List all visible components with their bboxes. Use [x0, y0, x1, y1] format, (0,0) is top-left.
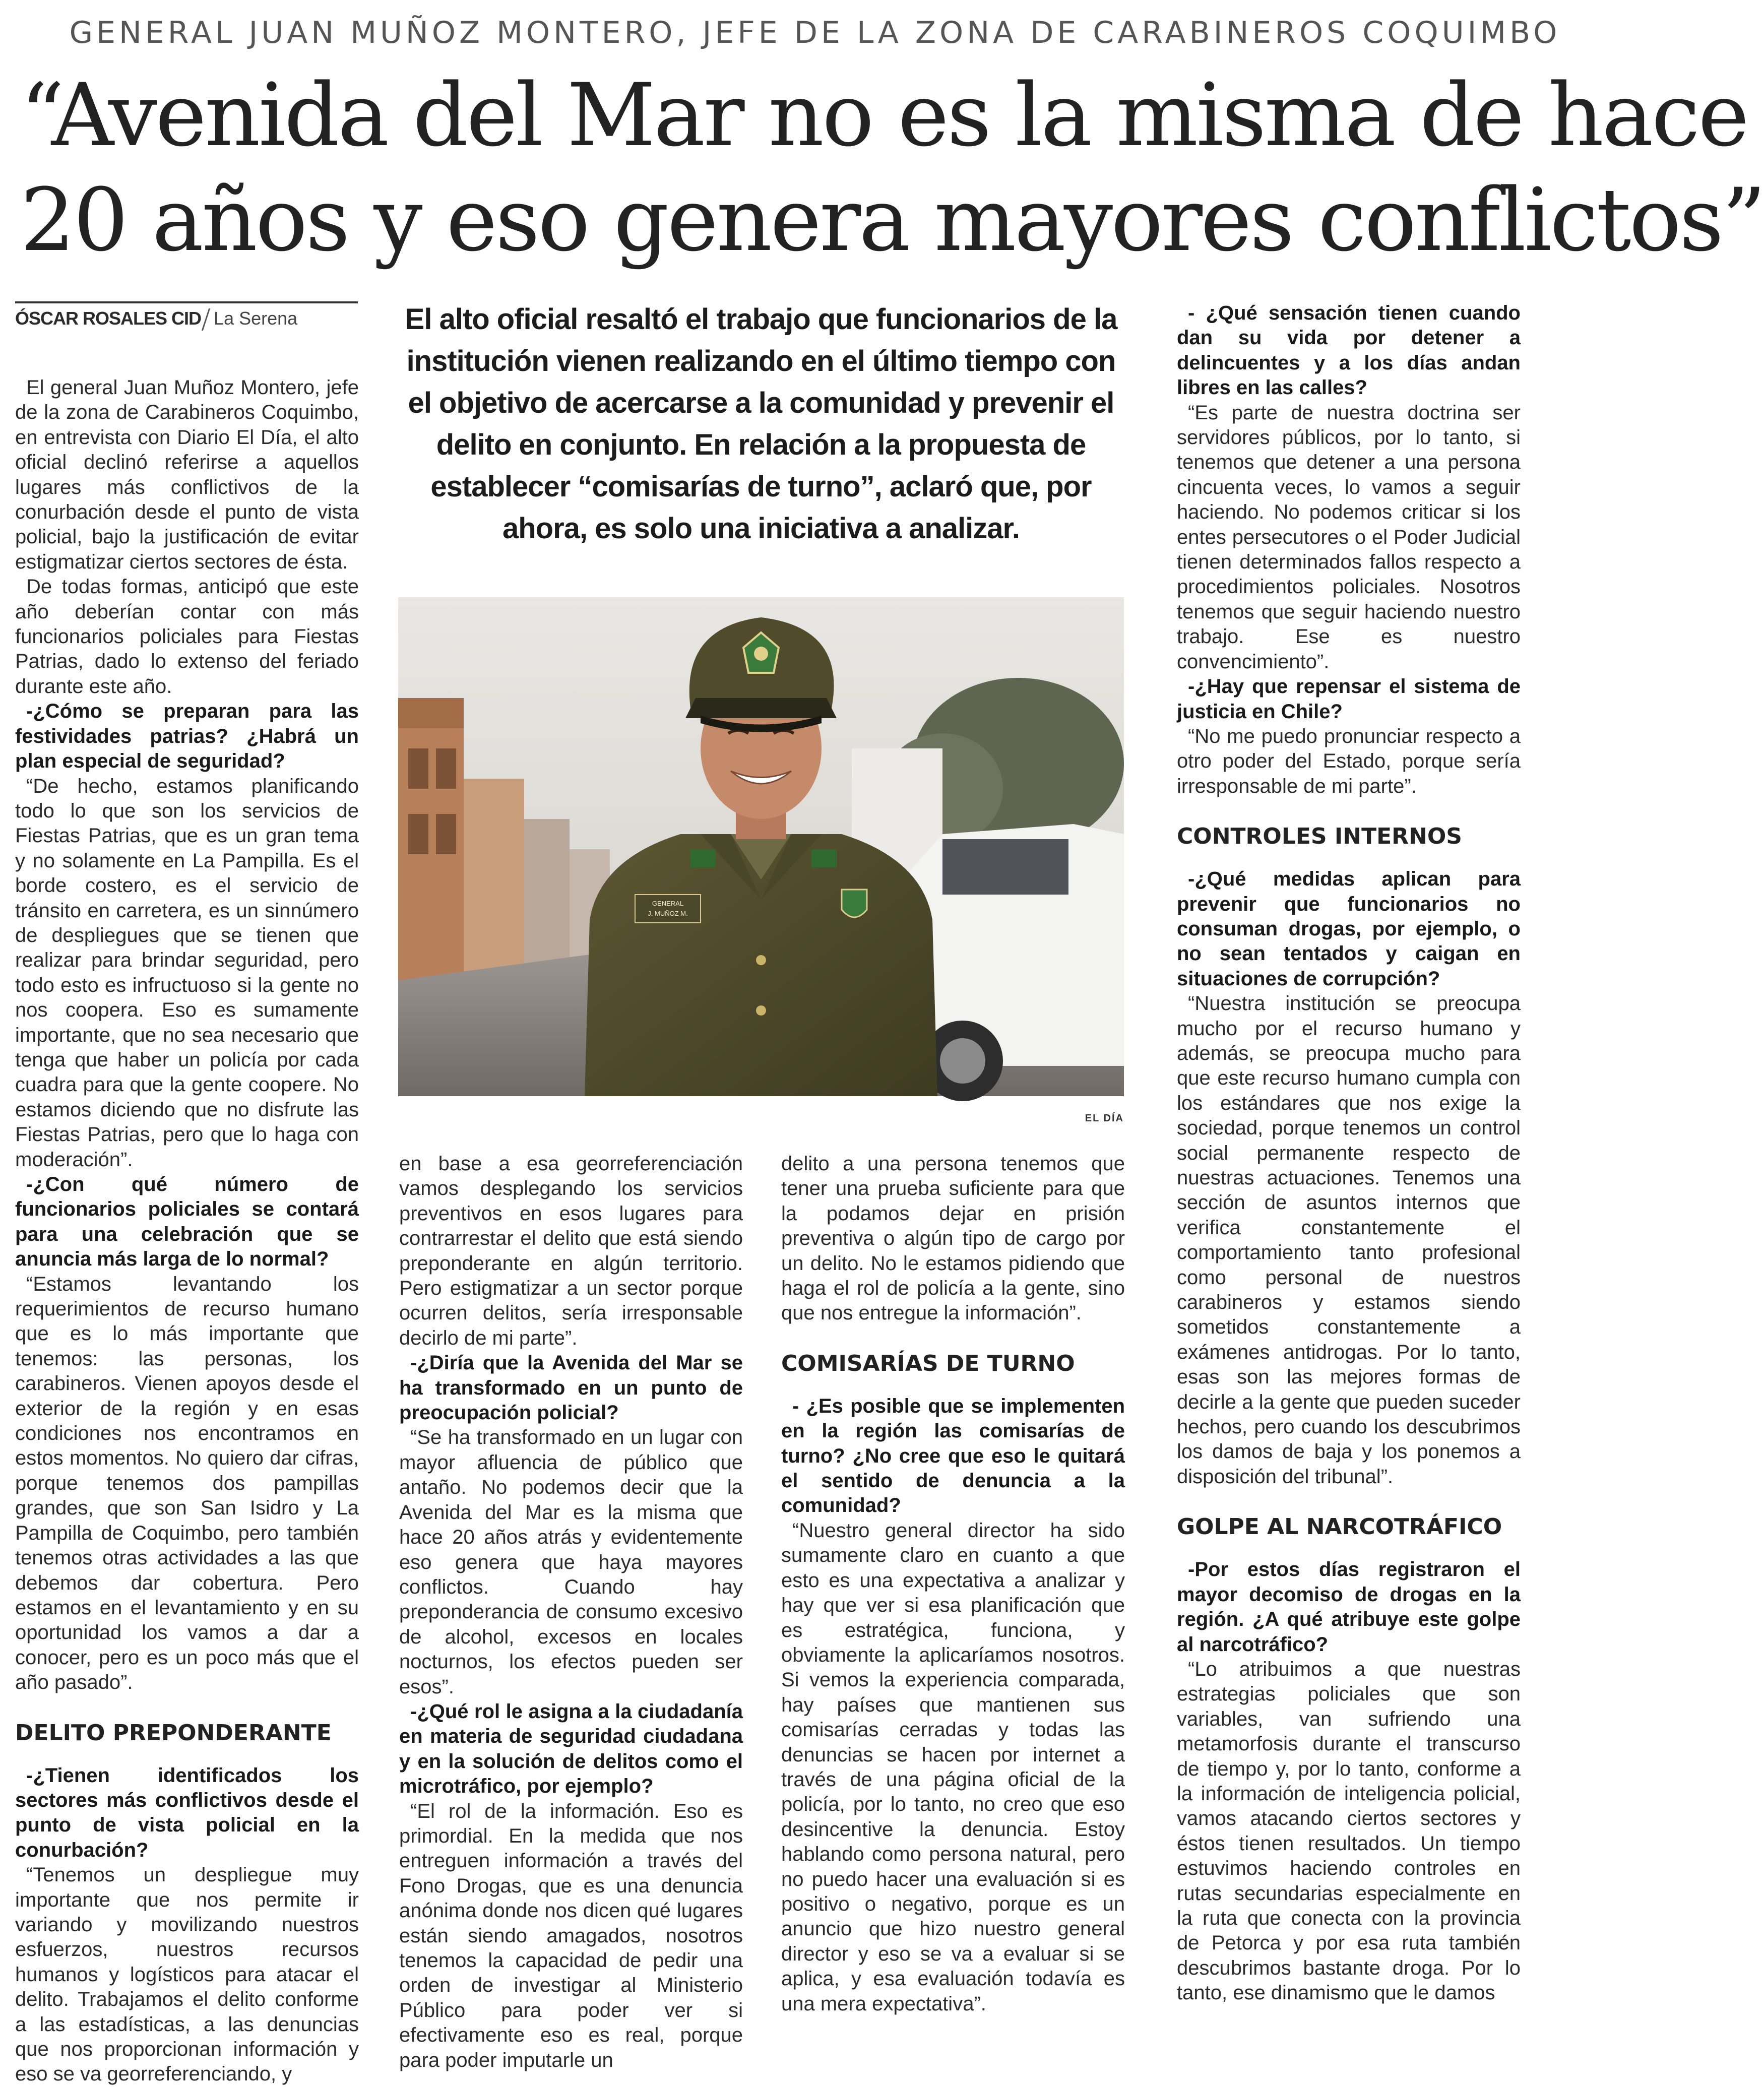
question-comisarias: - ¿Es posible que se implementen en la región las comisarías de turno? ¿No cree que eso le quitará el sentido de denuncia a la comunidad?	[781, 1395, 1125, 1517]
headline-line-1: “Avenida del Mar no es la misma de hace	[20, 65, 1747, 166]
byline	[15, 301, 358, 334]
question-avenida-del-mar: -¿Diría que la Avenida del Mar se ha transformado en un punto de preocupación policial?	[399, 1352, 743, 1424]
photo-badge-text-2: J. MUÑOZ M.	[648, 910, 688, 917]
answer-sectores: “Tenemos un despliegue muy importante que nos permite ir variando y movilizando nuestros esfuerzos, nuestros recursos humanos y logísticos para atacar el delito. Trabajamos el delito conforme a las estadísticas, a las denuncias que nos proporcionan información y eso se va georreferenciando, y	[15, 1864, 359, 2085]
subhead-delito-preponderante: DELITO PREPONDERANTE	[15, 1720, 332, 1746]
question-ciudadania: -¿Qué rol le asigna a la ciudadanía en materia de seguridad ciudadana y en la solución de delitos como el microtráfico, por ejemplo?	[399, 1700, 743, 1798]
photo-illustration	[398, 597, 1124, 1096]
photo-badge-text-1: GENERAL	[652, 900, 684, 907]
answer-funcionarios: “Estamos levantando los requerimientos de recurso humano que es lo más importante que tenemos: las personas, los carabineros. Vienen apoyos desde el exterior de la región y en esas condiciones nos encontramos en estos momentos. No quiero dar cifras, porque tenemos dos pampillas grandes, que son San Isidro y La Pampilla de Coquimbo, pero también tenemos otras actividades a las que debemos dar cobertura. Pero estamos en el levantamiento y en su oportunidad los vamos a dar a conocer, pero es un poco más que el año pasado”.	[15, 1273, 359, 1694]
answer-sectores-continued: en base a esa georreferenciación vamos desplegando los servicios preventivos en esos lugares para contrarrestar el delito que está siendo preponderante en algún territorio. Pero estigmatizar a un sector porque ocurren delitos, sería irresponsable decirlo de mi parte”.	[399, 1153, 743, 1349]
answer-sensacion: “Es parte de nuestra doctrina ser servidores públicos, por lo tanto, si tenemos que detener a una persona cincuenta veces, lo vamos a seguir haciendo. No podemos criticar si los entes persecutores o el Poder Judicial tienen determinados fallos respecto a procedimientos policiales. Nosotros tenemos que seguir haciendo nuestro trabajo. Ese es nuestro convencimiento”.	[1177, 401, 1521, 673]
question-fiestas-patrias: -¿Cómo se preparan para las festividades patrias? ¿Habrá un plan especial de seguridad?	[15, 700, 359, 773]
answer-avenida-del-mar: “Se ha transformado en un lugar con mayor afluencia de público que antaño. No podemos decir que la Avenida del Mar es la misma que hace 20 años atrás y evidentemente eso genera que haya mayores conflictos. Cuando hay preponderancia de consumo excesivo de alcohol, excesos en locales nocturnos, los efectos pueden ser esos”.	[399, 1426, 743, 1698]
photo-general	[398, 597, 1124, 1096]
subhead-controles-internos: CONTROLES INTERNOS	[1177, 824, 1462, 850]
question-decomiso: -Por estos días registraron el mayor decomiso de drogas en la región. ¿A qué atribuye este golpe al narcotráfico?	[1177, 1558, 1521, 1656]
column-1	[15, 375, 359, 2087]
answer-ciudadania: “El rol de la información. Eso es primordial. En la medida que nos entreguen información a través del Fono Drogas, que es una denuncia anónima donde nos dicen qué lugares están siendo amagados, nosotros tenemos la capacidad de pedir una orden de investigar al Ministerio Público para poder ver si efectivamente eso es real, porque para poder imputarle un	[399, 1800, 743, 2071]
column-3	[781, 1152, 1125, 2016]
intro-paragraph-2: De todas formas, anticipó que este año deberían contar con más funcionarios policiales para Fiestas Patrias, dado lo extenso del feriado durante este año.	[15, 576, 359, 698]
byline-author: ÓSCAR ROSALES CID	[15, 308, 202, 329]
question-sistema-justicia: -¿Hay que repensar el sistema de justicia en Chile?	[1177, 675, 1521, 723]
lead-paragraph: El alto oficial resaltó el trabajo que funcionarios de la institución vienen realizando en el último tiempo con el objetivo de acercarse a la comunidad y prevenir el delito en conjunto. En relación a la propuesta de establecer “comisarías de turno”, aclaró que, por ahora, es solo una iniciativa a analizar.	[405, 303, 1117, 545]
question-medidas: -¿Qué medidas aplican para prevenir que funcionarios no consuman drogas, por ejemplo, o no sean tentados y caigan en situaciones de corrupción?	[1177, 868, 1521, 990]
intro-paragraph-1: El general Juan Muñoz Montero, jefe de la zona de Carabineros Coquimbo, en entrevista con Diario El Día, el alto oficial declinó referirse a aquellos lugares más conflictivos de la conurbación desde el punto de vista policial, bajo la justificación de evitar estigmatizar ciertos sectores de ésta.	[15, 376, 359, 573]
subhead-golpe-al-narcotrafico: GOLPE AL NARCOTRÁFICO	[1177, 1514, 1502, 1540]
headline-line-2: 20 años y eso genera mayores conflictos”	[20, 169, 1764, 271]
answer-sistema-justicia: “No me puedo pronunciar respecto a otro poder del Estado, porque sería irresponsable de mi parte”.	[1177, 725, 1521, 797]
subhead-comisarias-de-turno: COMISARÍAS DE TURNO	[781, 1350, 1075, 1376]
answer-ciudadania-continued: delito a una persona tenemos que tener una prueba suficiente para que la podamos dejar en prisión preventiva o algún tipo de cargo por un delito. No le estamos pidiendo que haga el rol de policía a la gente, sino que nos entregue la información”.	[781, 1153, 1125, 1324]
headline	[20, 63, 1764, 273]
answer-comisarias: “Nuestro general director ha sido sumamente claro en cuanto a que esto es una expectativa a analizar y hay que ver si esa planificación que es estratégica, funciona, y obviamente la aplicaríamos nosotros. Si vemos la experiencia comparada, hay países que mantienen sus comisarías cerradas y todas las denuncias se hacen por internet a través de una página oficial de la policía, por lo tanto, no creo que eso desincentive la denuncia. Estoy hablando como persona natural, pero no puedo hacer una evaluación si es positivo o negativo, porque es un anuncio que hizo nuestro general director y eso se va a evaluar si se aplica, y esa evaluación todavía es una mera expectativa”.	[781, 1519, 1125, 2015]
photo-credit: EL DÍA	[1085, 1113, 1124, 1124]
question-sensacion: - ¿Qué sensación tienen cuando dan su vida por detener a delincuentes y a los días andan libres en las calles?	[1177, 302, 1521, 399]
answer-decomiso: “Lo atribuimos a que nuestras estrategias policiales que son variables, van sufriendo una metamorfosis durante el transcurso de tiempo y, por lo tanto, conforme a la información de inteligencia policial, vamos atacando ciertos sectores y éstos tienen resultados. Un tiempo estuvimos haciendo controles en rutas secundarias especialmente en la ruta que conecta con la provincia de Petorca y por esa ruta también descubrimos bastante droga. Por lo tanto, ese dinamismo que le damos	[1177, 1658, 1521, 2004]
question-funcionarios: -¿Con qué número de funcionarios policiales se contará para una celebración que se anuncia más larga de lo normal?	[15, 1173, 359, 1271]
answer-fiestas-patrias: “De hecho, estamos planificando todo lo que son los servicios de Fiestas Patrias, que es un gran tema y no solamente en La Pampilla. Es el borde costero, es el servicio de tránsito en carretera, es un sinnúmero de despliegues que se tienen que realizar para brindar seguridad, pero todo esto es infructuoso si la gente no nos coopera. Eso es sumamente importante, que no sea necesario que tenga que haber un policía por cada cuadra para que la gente coopere. No estamos diciendo que no disfrute las Fiestas Patrias, pero que lo haga con moderación”.	[15, 775, 359, 1171]
column-4	[1177, 301, 1521, 2006]
question-sectores: -¿Tienen identificados los sectores más conflictivos desde el punto de vista policial en la conurbación?	[15, 1764, 359, 1861]
kicker: GENERAL JUAN MUÑOZ MONTERO, JEFE DE LA ZONA DE CARABINEROS COQUIMBO	[69, 15, 1561, 50]
column-2	[399, 1152, 743, 2073]
answer-medidas: “Nuestra institución se preocupa mucho por el recurso humano y además, se preocupa mucho para que este recurso humano cumpla con los estándares que nos exige la sociedad, porque tenemos un control social permanente respecto de nuestras actuaciones. Tenemos una sección de asuntos internos que verifica constantemente el comportamiento tanto profesional como personal de nuestros carabineros y estamos siendo sometidos constantemente a exámenes antidrogas. Por lo tanto, esas son las mejores formas de decirle a la gente que pueden suceder hechos, pero cuando los descubrimos los damos de baja y los ponemos a disposición del tribunal”.	[1177, 992, 1521, 1488]
byline-city: La Serena	[214, 308, 298, 329]
byline-separator	[202, 308, 210, 331]
